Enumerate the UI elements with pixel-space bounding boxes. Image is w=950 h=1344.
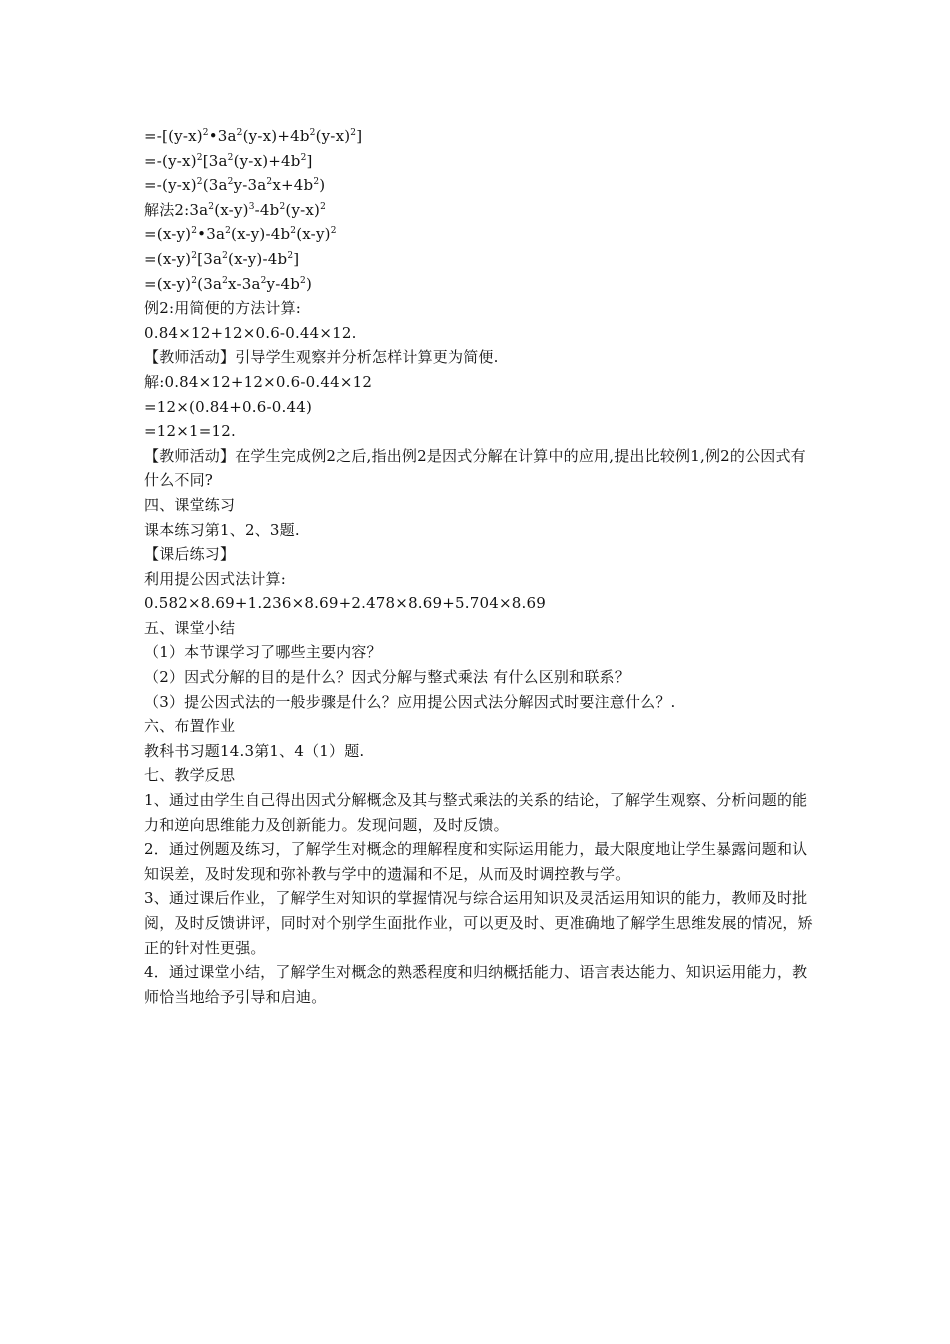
- math-text: [3a: [197, 249, 223, 268]
- math-text: ]: [356, 127, 363, 145]
- exponent: 2: [320, 201, 327, 212]
- section-6-text: 教科书习题14.3第1、4（1）题.: [144, 741, 365, 760]
- solution-line-3: =12×1=12.: [144, 422, 236, 441]
- math-line-7: [144, 272, 816, 297]
- exponent: 2: [260, 275, 267, 286]
- exponent: 2: [236, 128, 243, 138]
- math-text: (x-y)-4b: [228, 249, 288, 268]
- math-line-5: [144, 222, 816, 247]
- after-class-expression: 0.582×8.69+1.236×8.69+2.478×8.69+5.704×8.69: [144, 594, 546, 613]
- exponent: 2: [191, 250, 198, 261]
- exponent: 2: [227, 152, 234, 163]
- reflection-1: 1、通过由学生自己得出因式分解概念及其与整式乘法的关系的结论，了解学生观察、分析问题的能力和逆向思维能力及创新能力。发现问题，及时反馈。: [144, 791, 808, 834]
- math-text: (y-x): [285, 200, 321, 219]
- summary-question-3: （3）提公因式法的一般步骤是什么？应用提公因式法分解因式时要注意什么？.: [144, 692, 676, 711]
- math-text: ]: [306, 151, 313, 170]
- reflection-2: 2．通过例题及练习，了解学生对概念的理解程度和实际运用能力，最大限度地让学生暴露问题和认知误差，及时发现和弥补教与学中的遗漏和不足，从而及时调控教与学。: [144, 840, 808, 883]
- math-text: =-(y-x): [144, 151, 197, 170]
- reflection-4: 4．通过课堂小结，了解学生对概念的熟悉程度和归纳概括能力、语言表达能力、知识运用能力，教师恰当地给予引导和启迪。: [144, 963, 808, 1006]
- exponent: 2: [196, 152, 203, 163]
- math-text: (x-y): [296, 225, 331, 244]
- math-text: =-[(y-x): [144, 127, 203, 145]
- example-2-title: 例2:用简便的方法计算:: [144, 299, 302, 318]
- exponent: 2: [196, 177, 203, 188]
- example-2-expression: 0.84×12+12×0.6-0.44×12.: [144, 323, 357, 342]
- math-text: -4b: [254, 200, 280, 219]
- math-text: x-3a: [228, 274, 261, 293]
- math-text: (3a: [202, 176, 228, 195]
- math-line-4: [144, 198, 816, 223]
- reflection-3: 3、通过课后作业，了解学生对知识的掌握情况与综合运用知识及灵活运用知识的能力，教师及时批阅，及时反馈讲评，同时对个别学生面批作业，可以更及时、更准确地了解学生思维发展的情况，矫正的针对性更强。: [144, 889, 813, 957]
- section-5-heading: 五、课堂小结: [144, 618, 236, 637]
- exponent: 2: [309, 128, 316, 138]
- math-text: (x-y): [214, 200, 249, 219]
- exponent: 3: [248, 201, 255, 212]
- solution-line-2: =12×(0.84+0.6-0.44): [144, 397, 313, 416]
- math-text: (x-y)-4b: [231, 225, 291, 244]
- exponent: 2: [227, 177, 234, 188]
- math-text: =(x-y): [144, 225, 192, 244]
- after-class-text: 利用提公因式法计算:: [144, 569, 287, 588]
- exponent: 2: [222, 250, 229, 261]
- exponent: 2: [202, 128, 209, 138]
- teacher-activity-2: 【教师活动】在学生完成例2之后,指出例2是因式分解在计算中的应用,提出比较例1,例2的公因式有什么不同?: [144, 446, 806, 490]
- math-text: •3a: [208, 127, 237, 145]
- math-text: y-3a: [233, 176, 267, 195]
- math-text: (y-x)+4b: [242, 127, 310, 145]
- exponent: 2: [313, 177, 320, 188]
- math-line-2: [144, 149, 816, 174]
- exponent: 2: [300, 152, 307, 163]
- math-text: (y-x)+4b: [233, 151, 301, 170]
- section-7-heading: 七、教学反思: [144, 766, 236, 785]
- teacher-activity-1: 【教师活动】引导学生观察并分析怎样计算更为简便.: [144, 348, 499, 367]
- section-6-heading: 六、布置作业: [144, 717, 236, 736]
- exponent: 2: [225, 226, 232, 237]
- exponent: 2: [290, 226, 297, 237]
- math-text: (3a: [197, 274, 223, 293]
- exponent: 2: [208, 201, 215, 212]
- exponent: 2: [330, 226, 337, 237]
- math-text: [3a: [202, 151, 228, 170]
- summary-question-2: （2）因式分解的目的是什么？因式分解与整式乘法 有什么区别和联系？: [144, 668, 630, 687]
- summary-question-1: （1）本节课学习了哪些主要内容？: [144, 643, 382, 662]
- math-text: ): [319, 176, 326, 195]
- exponent: 2: [222, 275, 229, 286]
- section-4-text: 课本练习第1、2、3题.: [144, 520, 300, 539]
- math-text: =(x-y): [144, 274, 192, 293]
- math-line-3: [144, 173, 816, 198]
- document-body: [144, 124, 816, 1009]
- math-text: •3a: [197, 225, 226, 244]
- math-line-1: [144, 124, 816, 149]
- after-class-heading: 【课后练习】: [144, 545, 236, 564]
- exponent: 2: [287, 250, 294, 261]
- exponent: 2: [266, 177, 273, 188]
- math-text: =-(y-x): [144, 176, 197, 195]
- math-text: (y-x): [315, 127, 351, 145]
- exponent: 2: [350, 128, 357, 138]
- math-text: 解法2:3a: [144, 200, 209, 219]
- math-line-6: [144, 247, 816, 272]
- solution-line-1: 解:0.84×12+12×0.6-0.44×12: [144, 372, 373, 391]
- exponent: 2: [279, 201, 286, 212]
- exponent: 2: [300, 275, 306, 286]
- exponent: 2: [191, 275, 198, 286]
- exponent: 2: [191, 226, 198, 237]
- math-text: y-4b: [266, 274, 301, 293]
- math-text: =(x-y): [144, 249, 192, 268]
- math-text: ]: [293, 249, 300, 268]
- math-text: ): [305, 274, 313, 293]
- section-4-heading: 四、课堂练习: [144, 495, 236, 514]
- math-text: x+4b: [272, 176, 314, 195]
